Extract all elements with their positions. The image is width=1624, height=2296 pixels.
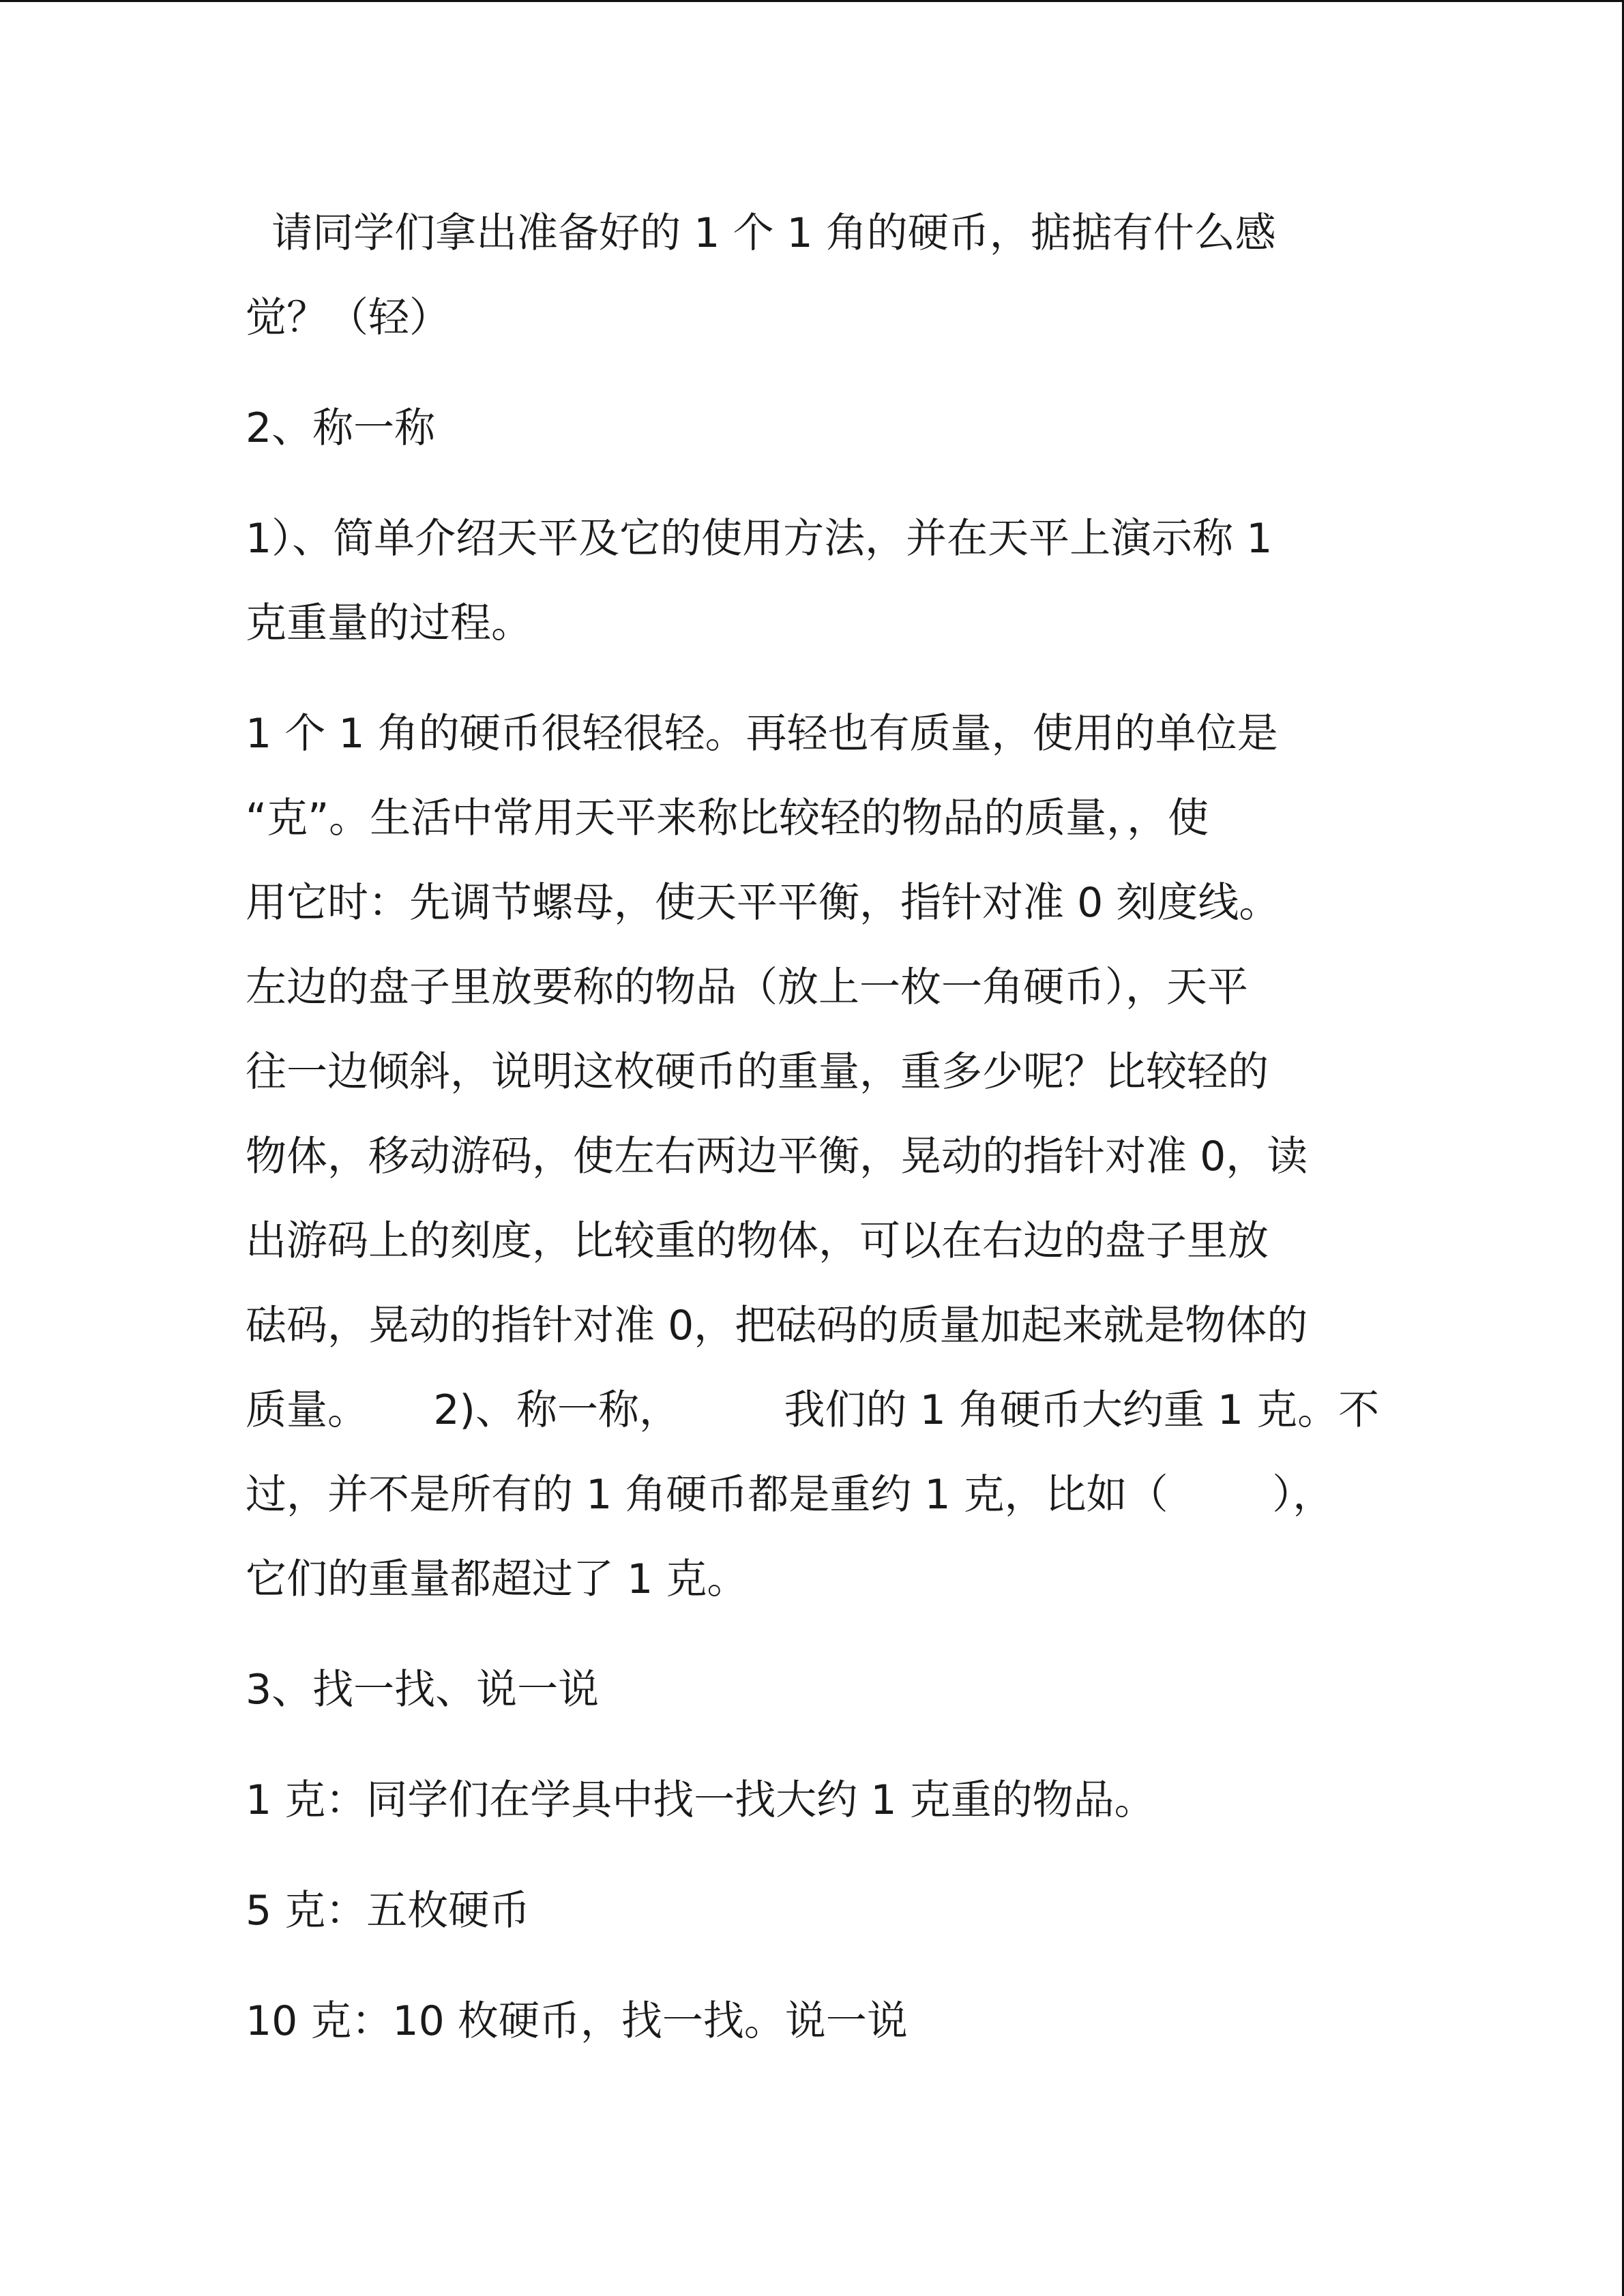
text-line: “克”。生活中常用天平来称比较轻的物品的质量，，使	[246, 794, 1209, 842]
text-line: 物体，移动游码，使左右两边平衡，晃动的指针对准 0，读	[246, 1133, 1308, 1180]
text-line: 1 个 1 角的硬币很轻很轻。再轻也有质量，使用的单位是	[246, 710, 1278, 758]
section-3-heading	[246, 1648, 1391, 1732]
ten-gram-item	[246, 1979, 1391, 2063]
text-line: 1 克：同学们在学具中找一找大约 1 克重的物品。	[246, 1776, 1155, 1824]
text-line: 10 克：10 枚硬币，找一找。说一说	[246, 1997, 908, 2045]
heading-text: 2、称一称	[246, 404, 436, 452]
text-line: 1）、简单介绍天平及它的使用方法，并在天平上演示称 1	[246, 515, 1273, 563]
five-gram-item	[246, 1868, 1391, 1953]
intro-paragraph	[246, 191, 1391, 360]
heading-text: 3、找一找、说一说	[246, 1666, 600, 1714]
section-2-heading	[246, 386, 1391, 471]
text-line: 过，并不是所有的 1 角硬币都是重约 1 克，比如（ ），	[246, 1471, 1334, 1519]
text-line: 觉？（轻）	[246, 294, 450, 342]
text-line: 往一边倾斜，说明这枚硬币的重量，重多少呢？比较轻的	[246, 1048, 1269, 1096]
text-line: 出游码上的刻度，比较重的物体，可以在右边的盘子里放	[246, 1217, 1269, 1265]
one-gram-item	[246, 1758, 1391, 1843]
explanation-paragraph	[246, 691, 1391, 1622]
document-body	[246, 191, 1391, 2089]
text-line: 质量。 2)、称一称， 我们的 1 角硬币大约重 1 克。不	[246, 1386, 1380, 1434]
text-line: 左边的盘子里放要称的物品（放上一枚一角硬币），天平	[246, 964, 1248, 1011]
text-line: 5 克：五枚硬币	[246, 1887, 531, 1935]
text-line: 克重量的过程。	[246, 599, 532, 647]
text-line: 它们的重量都超过了 1 克。	[246, 1555, 748, 1603]
step-1-paragraph	[246, 496, 1391, 666]
text-line: 用它时：先调节螺母，使天平平衡，指针对准 0 刻度线。	[246, 879, 1280, 927]
text-line: 请同学们拿出准备好的 1 个 1 角的硬币，掂掂有什么感	[246, 209, 1276, 257]
text-line: 砝码，晃动的指针对准 0，把砝码的质量加起来就是物体的	[246, 1302, 1308, 1350]
